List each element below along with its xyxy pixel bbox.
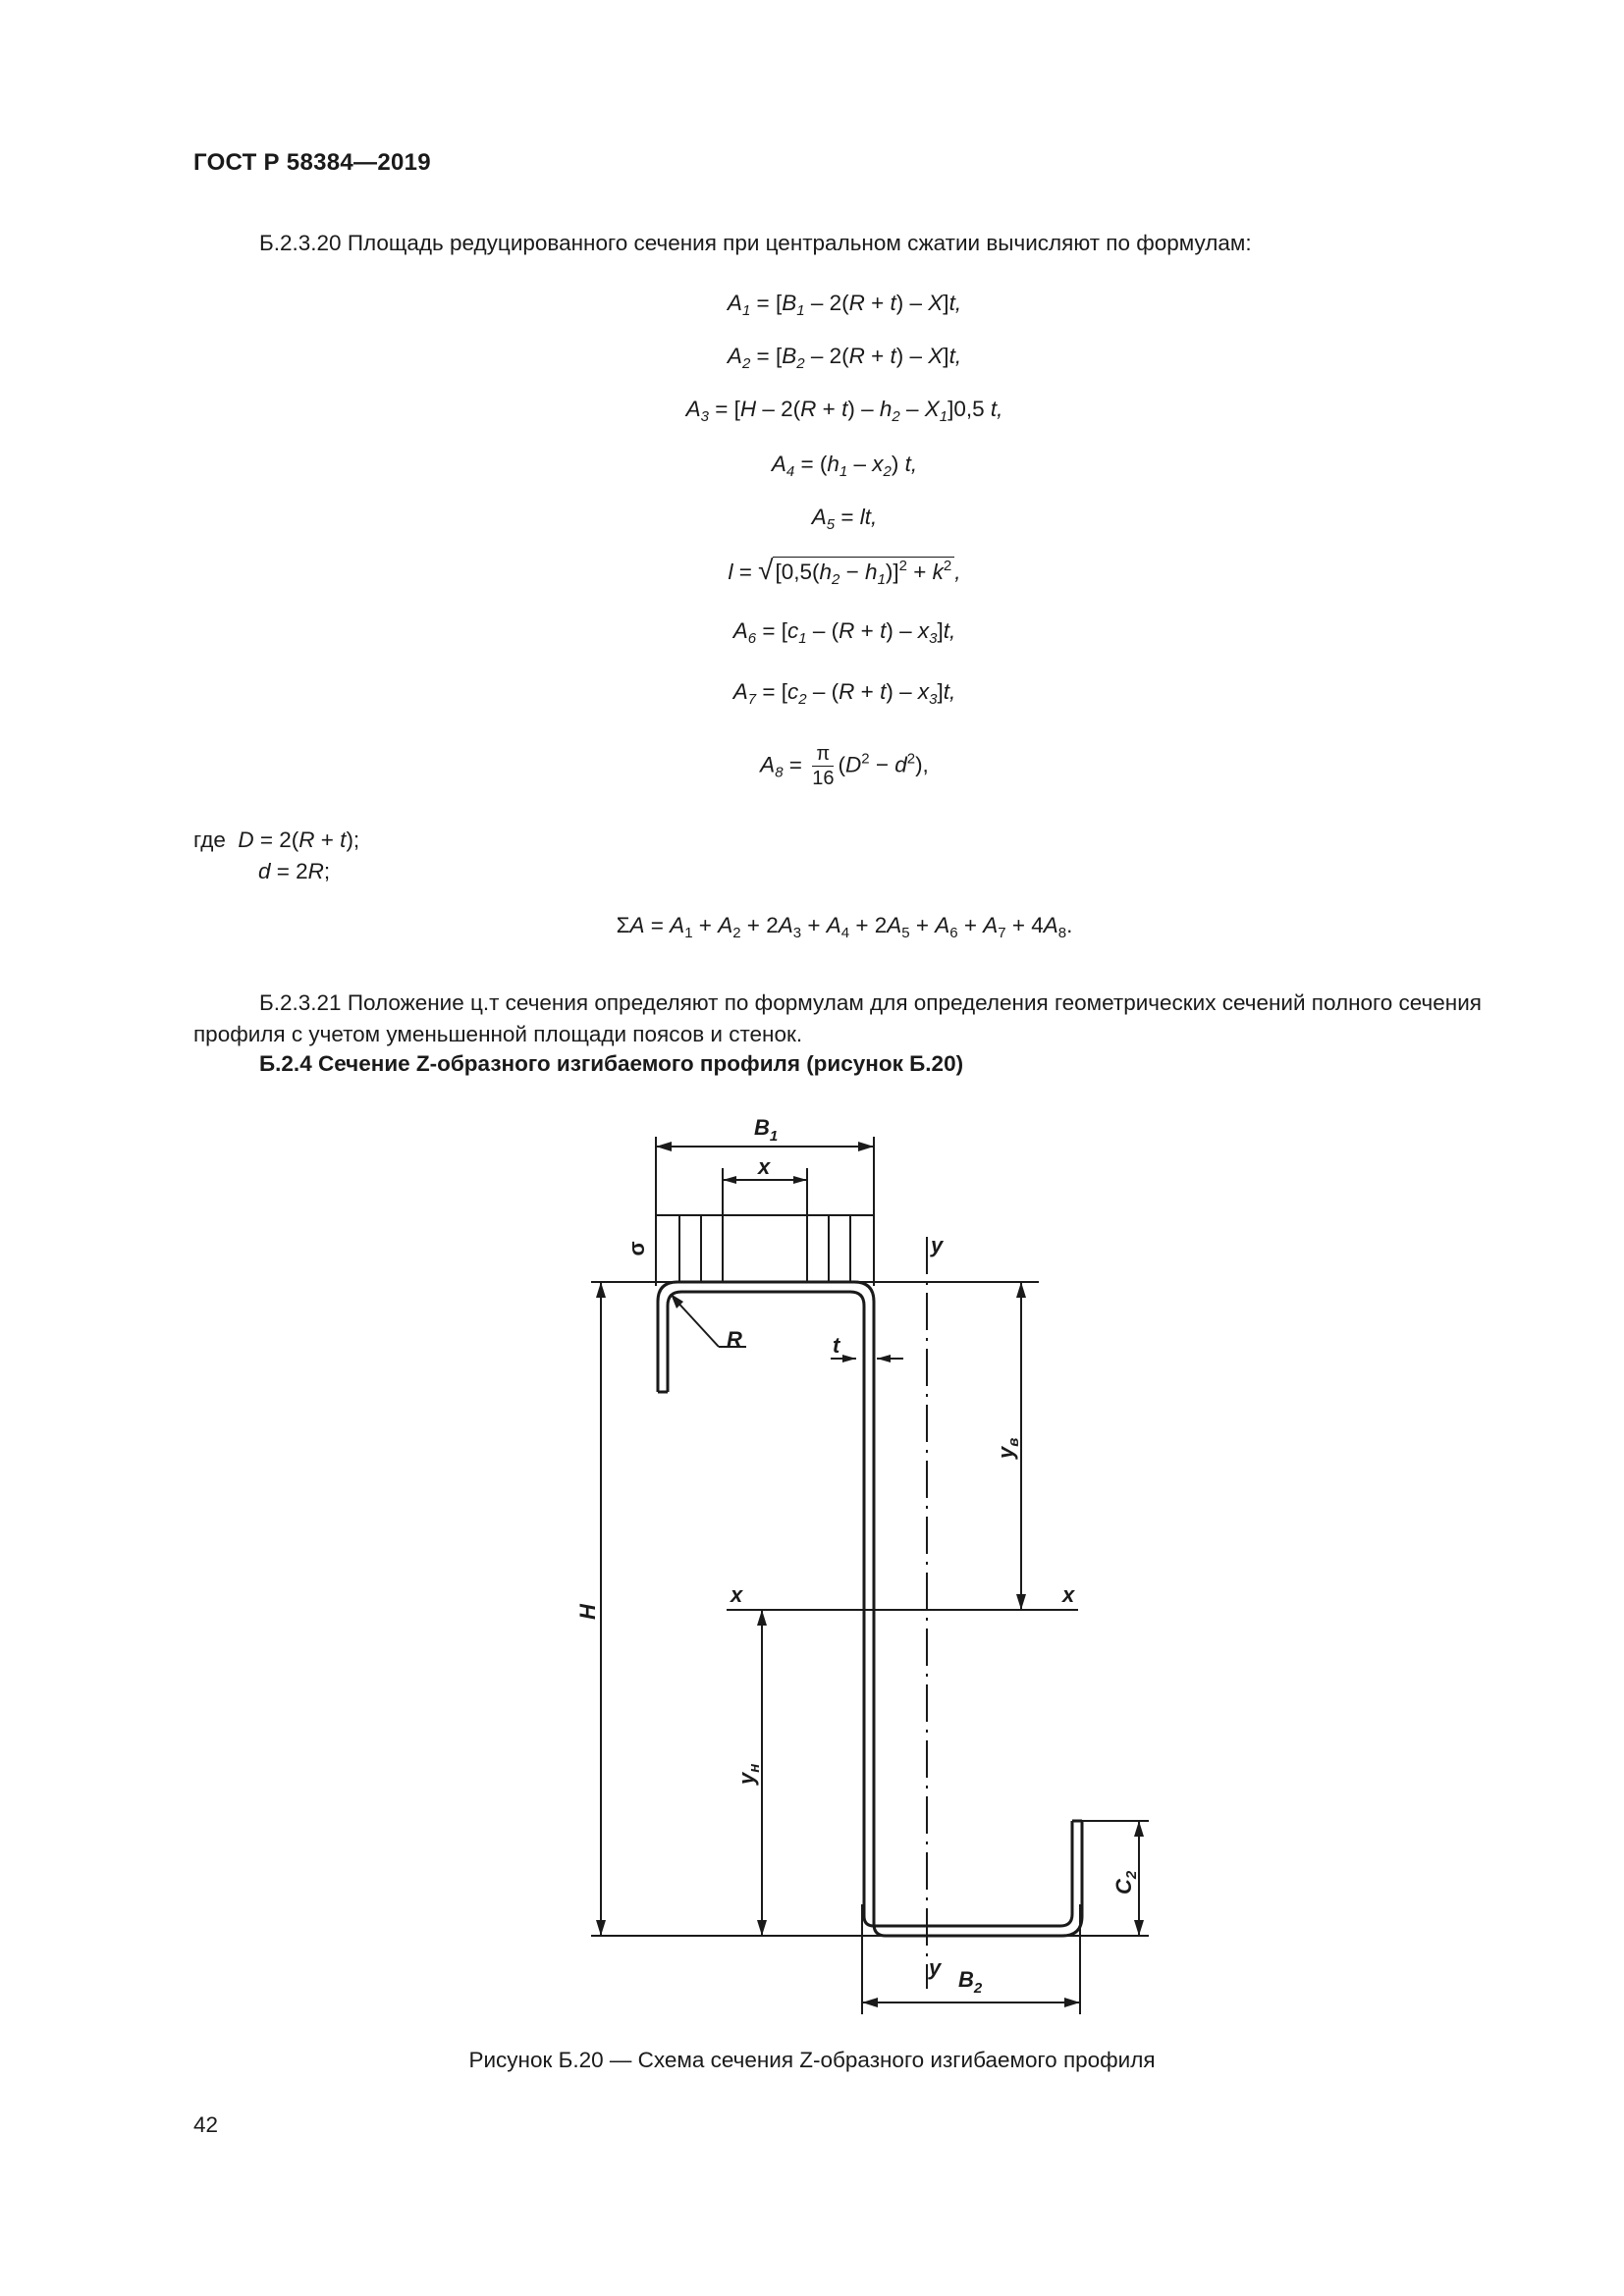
section-b2321-text: Б.2.3.21 Положение ц.т сечения определяют по формулам для определения геометрических сечений полного сечения профиля с учетом уменьшенной площади поясов и стенок. (193, 990, 1482, 1046)
label-x-right: x (1062, 1582, 1075, 1607)
formula-a8: $A_8$ = $\frac{\pi}{16}$ $(D^2 - d^2)$, (760, 743, 929, 789)
formula-a3: $A_3 = [H - 2(R + t) - h_2 - X_1]0,5$ t, (685, 397, 1003, 425)
where-label: где (193, 828, 226, 852)
label-h: H (575, 1604, 600, 1620)
formula-a6: $A_6 = [c_1 - (R + t) - x_3]t$, (732, 618, 956, 647)
formula-a1: $A_1 = [B_1 - 2(R + t) - X]t$, (727, 291, 962, 319)
label-x-top: x (758, 1154, 771, 1179)
label-y-v: $y_в$ (994, 1437, 1022, 1459)
formula-sum: $\Sigma A = A_1 + A_2 + 2A_3 + A_4 + 2A_5 + A_6 + A_7 + 4A_8$. (616, 913, 1073, 941)
section-b2320-text: Б.2.3.20 Площадь редуцированного сечения при центральном сжатии вычисляют по формулам: (259, 231, 1252, 255)
formula-a7: $A_7 = [c_2 - (R + t) - x_3]t$, (732, 679, 956, 708)
label-b2: $B_2$ (958, 1967, 983, 1997)
label-sigma: σ (624, 1241, 649, 1256)
formula-a2: $A_2 = [B_2 - 2(R + t) - X]t$, (727, 344, 962, 372)
formula-a5: $A_5$ = lt, (811, 505, 878, 533)
page-number: 42 (193, 2112, 219, 2137)
document-header: ГОСТ Р 58384—2019 (193, 149, 431, 176)
label-c2: $C_2$ (1111, 1870, 1140, 1895)
formula-a4: $A_4 = (h_1 - x_2)$ t, (771, 452, 918, 480)
label-b1: $B_1$ (754, 1115, 779, 1145)
label-y-bottom: y (929, 1955, 942, 1980)
formula-l: $l = √[0,5(h_2 - h_1)]^2 + k^2$ , (728, 555, 961, 588)
where-block: где D = 2(R + t); d = 2R; (193, 828, 360, 883)
label-y-top: y (931, 1233, 944, 1257)
label-y-n: $y_н$ (734, 1763, 763, 1785)
label-x-left: x (731, 1582, 743, 1607)
label-r: R (727, 1327, 742, 1352)
section-b24-heading: Б.2.4 Сечение Z-образного изгибаемого профиля (рисунок Б.20) (259, 1051, 964, 1076)
pi-over-16-fraction: $\frac{\pi}{16}$ (812, 743, 835, 789)
label-t: t (833, 1333, 840, 1358)
figure-caption: Рисунок Б.20 — Схема сечения Z-образного изгибаемого профиля (468, 2048, 1156, 2072)
